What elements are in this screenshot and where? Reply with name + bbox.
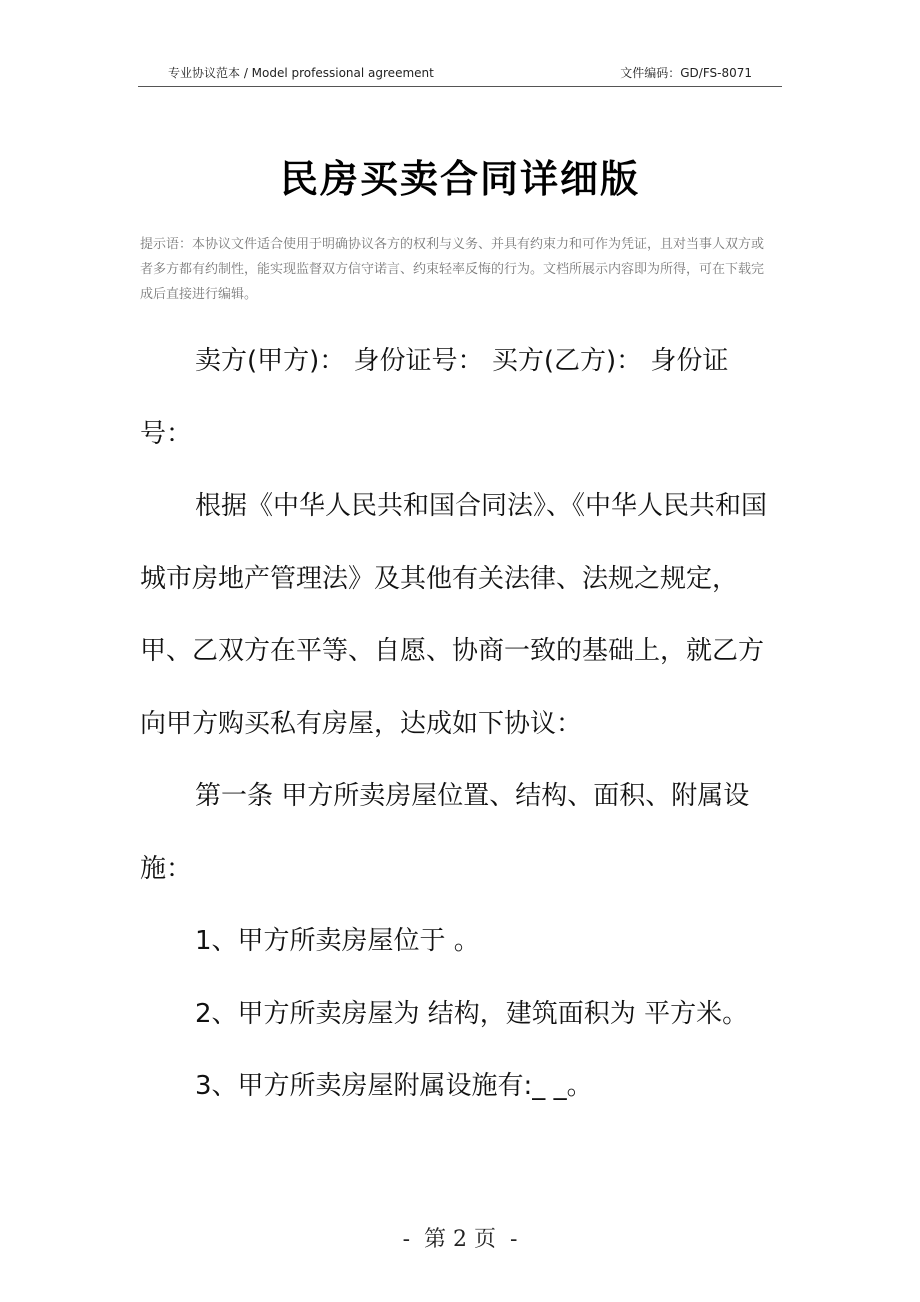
document-body bbox=[140, 325, 780, 1123]
paragraph-item-1: 1、甲方所卖房屋位于 。 bbox=[195, 926, 480, 956]
header-doc-type: 专业协议范本 / Model professional agreement bbox=[168, 66, 434, 80]
paragraph-item-3: 3、甲方所卖房屋附属设施有:_ _。 bbox=[195, 1071, 593, 1101]
paragraph-legal-basis: 根据《中华人民共和国合同法》、《中华人民共和国城市房地产管理法》及其他有关法律、法规之规定，甲、乙双方在平等、自愿、协商一致的基础上，就乙方向甲方购买私有房屋，达成如下协议： bbox=[140, 491, 768, 739]
page-number: - 第 2 页 - bbox=[402, 1227, 518, 1252]
paragraph-item-2: 2、甲方所卖房屋为 结构，建筑面积为 平方米。 bbox=[195, 998, 749, 1029]
hint-text: 提示语：本协议文件适合使用于明确协议各方的权利与义务、并具有约束力和可作为凭证，且对当事人双方或者多方都有约制性，能实现监督双方信守诺言、约束轻率反悔的行为。文档所展示内容即为所得，可在下载完成后直接进行编辑。 bbox=[140, 237, 765, 302]
header-doc-code: 文件编码：GD/FS-8071 bbox=[620, 66, 752, 80]
paragraph-parties: 卖方(甲方)： 身份证号： 买方(乙方)： 身份证号： bbox=[140, 346, 729, 449]
paragraph-article-1: 第一条 甲方所卖房屋位置、结构、面积、附属设施： bbox=[140, 781, 750, 884]
document-title: 民房买卖合同详细版 bbox=[279, 157, 640, 201]
page-header bbox=[138, 58, 782, 87]
